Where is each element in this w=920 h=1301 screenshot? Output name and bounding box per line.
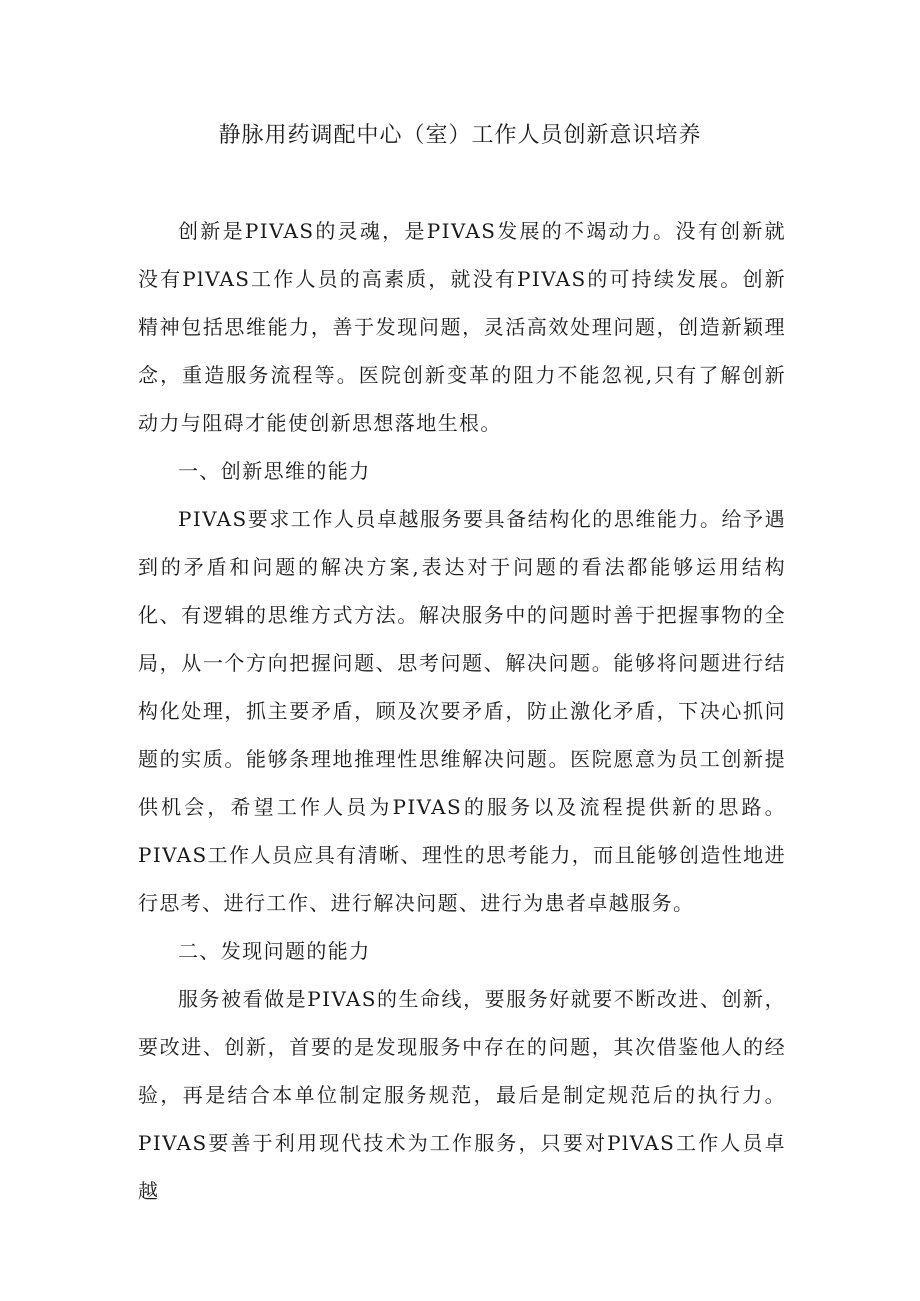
section-heading-2: 二、发现问题的能力 <box>178 939 371 963</box>
document-title: 静脉用药调配中心（室）工作人员创新意识培养 <box>218 123 702 148</box>
document-body <box>138 207 786 1215</box>
paragraph-section-2: 服务被看做是PIVAS的生命线，要服务好就要不断改进、创新，要改进、创新，首要的是发现服务中存在的问题，其次借鉴他人的经验，再是结合本单位制定服务规范，最后是制定规范后的执行力。PIVAS要善于利用现代技术为工作服务，只要对PlVAS工作人员卓越 <box>138 987 786 1203</box>
paragraph-section-1: PIVAS要求工作人员卓越服务要具备结构化的思维能力。给予遇到的矛盾和问题的解决方案,表达对于问题的看法都能够运用结构化、有逻辑的思维方式方法。解决服务中的问题时善于把握事物的全局，从一个方向把握问题、思考问题、解决问题。能够将问题进行结构化处理，抓主要矛盾，顾及次要矛盾，防止激化矛盾，下决心抓问题的实质。能够条理地推理性思维解决问题。医院愿意为员工创新提供机会，希望工作人员为PIVAS的服务以及流程提供新的思路。PIVAS工作人员应具有清晰、理性的思考能力，而且能够创造性地进行思考、进行工作、进行解决问题、进行为患者卓越服务。 <box>138 507 786 915</box>
paragraph-intro: 创新是PIVAS的灵魂，是PIVAS发展的不竭动力。没有创新就没有PlVAS工作人员的高素质，就没有PIVAS的可持续发展。创新精神包括思维能力，善于发现问题，灵活高效处理问题，创造新颖理念，重造服务流程等。医院创新变革的阻力不能忽视,只有了解创新动力与阻碍才能使创新思想落地生根。 <box>138 219 786 435</box>
section-heading-1: 一、创新思维的能力 <box>178 459 371 483</box>
